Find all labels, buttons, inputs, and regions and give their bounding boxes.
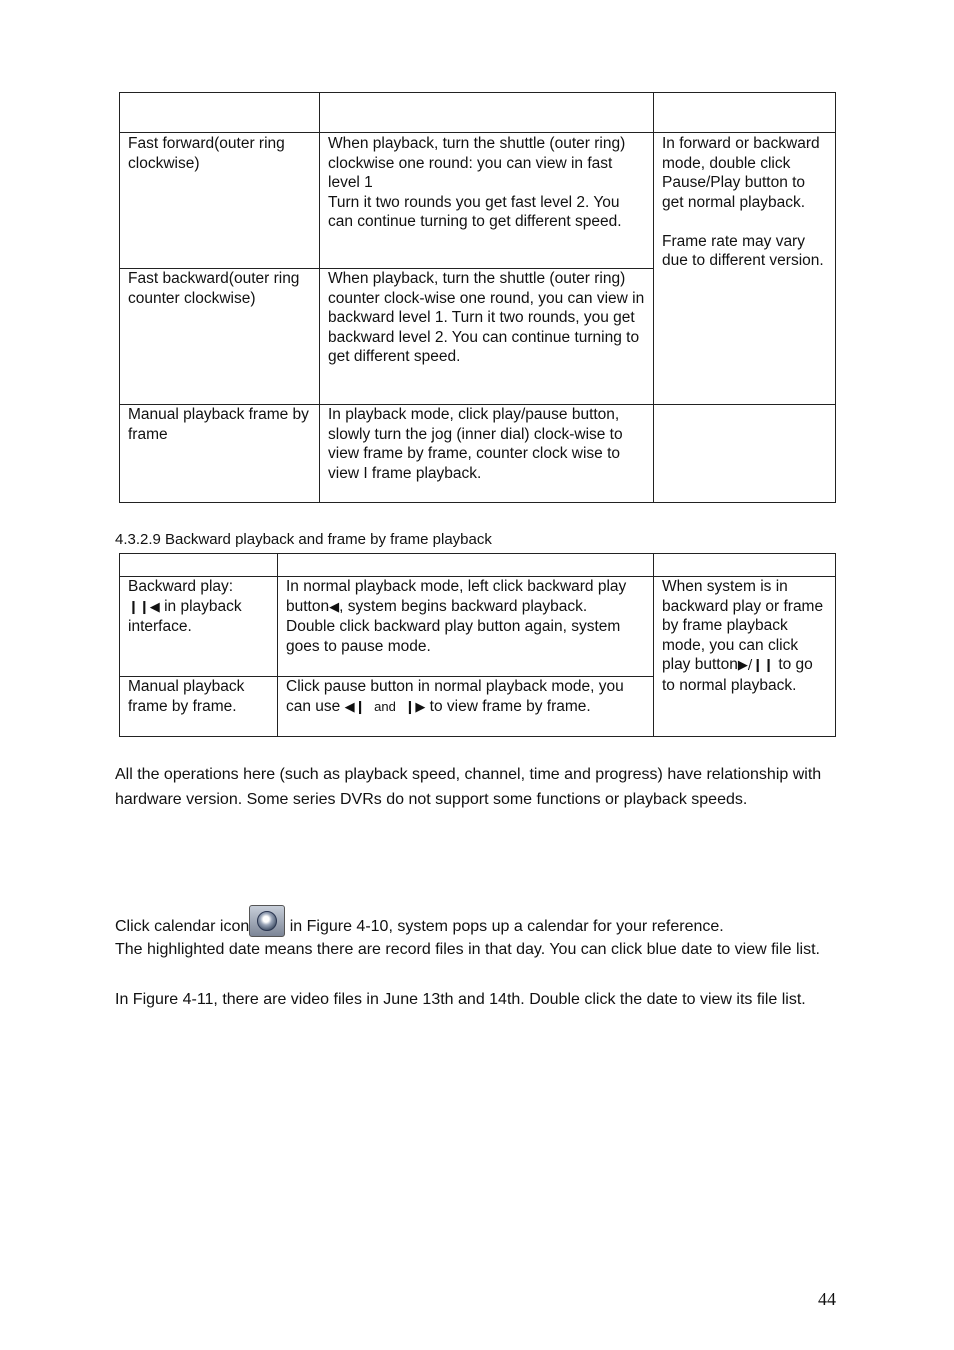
backward-icon: ◀: [329, 599, 340, 615]
next-frame-icon: ❙▶: [404, 699, 426, 715]
header-cell: [120, 554, 278, 577]
play-pause-icon: ▶/❙❙: [737, 658, 775, 673]
table-header-row: [120, 93, 836, 133]
table-row: [120, 405, 836, 503]
header-cell: [654, 554, 836, 577]
function-cell: [120, 269, 320, 405]
function-text: [128, 577, 269, 637]
paragraph: The highlighted date means there are record files in that day. You can click blue date to view file list.: [115, 941, 820, 958]
description-part: In normal playback mode, left click backward play button: [286, 578, 627, 615]
description-cell: [278, 677, 654, 737]
function-cell: [120, 405, 320, 503]
function-text: Manual playback frame by frame: [128, 406, 309, 443]
description-text: When playback, turn the shuttle (outer ring) clockwise one round: you can view in fast level 1 Turn it two rounds you get fast level 2. You can continue turning to get different speed.: [328, 135, 626, 230]
header-cell: [320, 93, 654, 133]
function-cell: [120, 577, 278, 677]
description-part: Click pause button in normal playback mode, you can use: [286, 678, 624, 715]
description-part: to view frame by frame.: [425, 697, 591, 715]
description-text: In playback mode, click play/pause button, slowly turn the jog (inner dial) clock-wise to view frame by frame, counter clock wise to view I frame playback.: [328, 406, 623, 482]
function-cell: [120, 677, 278, 737]
description-text: When playback, turn the shuttle (outer ring) counter clock-wise one round, you can view in backward level 1. Turn it two rounds, you get backward level 2. You can continue turning to get different speed.: [328, 270, 645, 365]
table-row: [120, 133, 836, 269]
backward-play-suffix: in playback interface.: [128, 597, 242, 635]
backward-play-icon: ❙❙◀: [128, 599, 160, 615]
function-text: Fast forward(outer ring clockwise): [128, 135, 285, 172]
function-text: Manual playback frame by frame.: [128, 678, 245, 715]
backward-playback-table: [119, 553, 836, 737]
description-cell: [278, 577, 654, 677]
table-header-row: [120, 554, 836, 577]
note-text: [662, 577, 827, 695]
paragraph: [115, 905, 845, 939]
note-cell: [654, 133, 836, 405]
previous-frame-icon: ◀❙: [344, 699, 366, 715]
header-cell: [654, 93, 836, 133]
description-cell: [320, 269, 654, 405]
description-part: , system begins backward playback. Double click backward play button again, system goes to pause mode.: [286, 597, 621, 655]
table-row: [120, 577, 836, 677]
description-text: [286, 577, 645, 656]
note-cell: [654, 577, 836, 737]
paragraph-part: in Figure 4-10, system pops up a calendar for your reference.: [285, 918, 724, 935]
note-text: In forward or backward mode, double click Pause/Play button to get normal playback. Frame rate may vary due to different version.: [662, 135, 824, 269]
page-number: 44: [818, 1289, 836, 1309]
function-cell: [120, 133, 320, 269]
header-cell: [278, 554, 654, 577]
jog-shuttle-table: [119, 92, 836, 503]
calendar-icon: [249, 905, 285, 937]
and-text: and: [374, 698, 396, 714]
paragraph: All the operations here (such as playback speed, channel, time and progress) have relationship with hardware version. Some series DVRs do not support some functions or playback speeds.: [115, 766, 822, 808]
description-text: [286, 677, 645, 717]
paragraph: In Figure 4-11, there are video files in June 13th and 14th. Double click the date to view its file list.: [115, 991, 806, 1008]
section-heading: 4.3.2.9 Backward playback and frame by frame playback: [115, 531, 492, 548]
note-cell: [654, 405, 836, 503]
header-cell: [120, 93, 320, 133]
paragraph-part: Click calendar icon: [115, 918, 250, 935]
function-text: Fast backward(outer ring counter clockwise): [128, 270, 300, 307]
description-cell: [320, 405, 654, 503]
backward-play-label: Backward play:: [128, 578, 234, 595]
note-part: When system is in backward play or frame by frame playback mode, you can click play button: [662, 578, 824, 673]
note-part: to go to normal playback.: [662, 656, 813, 694]
description-cell: [320, 133, 654, 269]
